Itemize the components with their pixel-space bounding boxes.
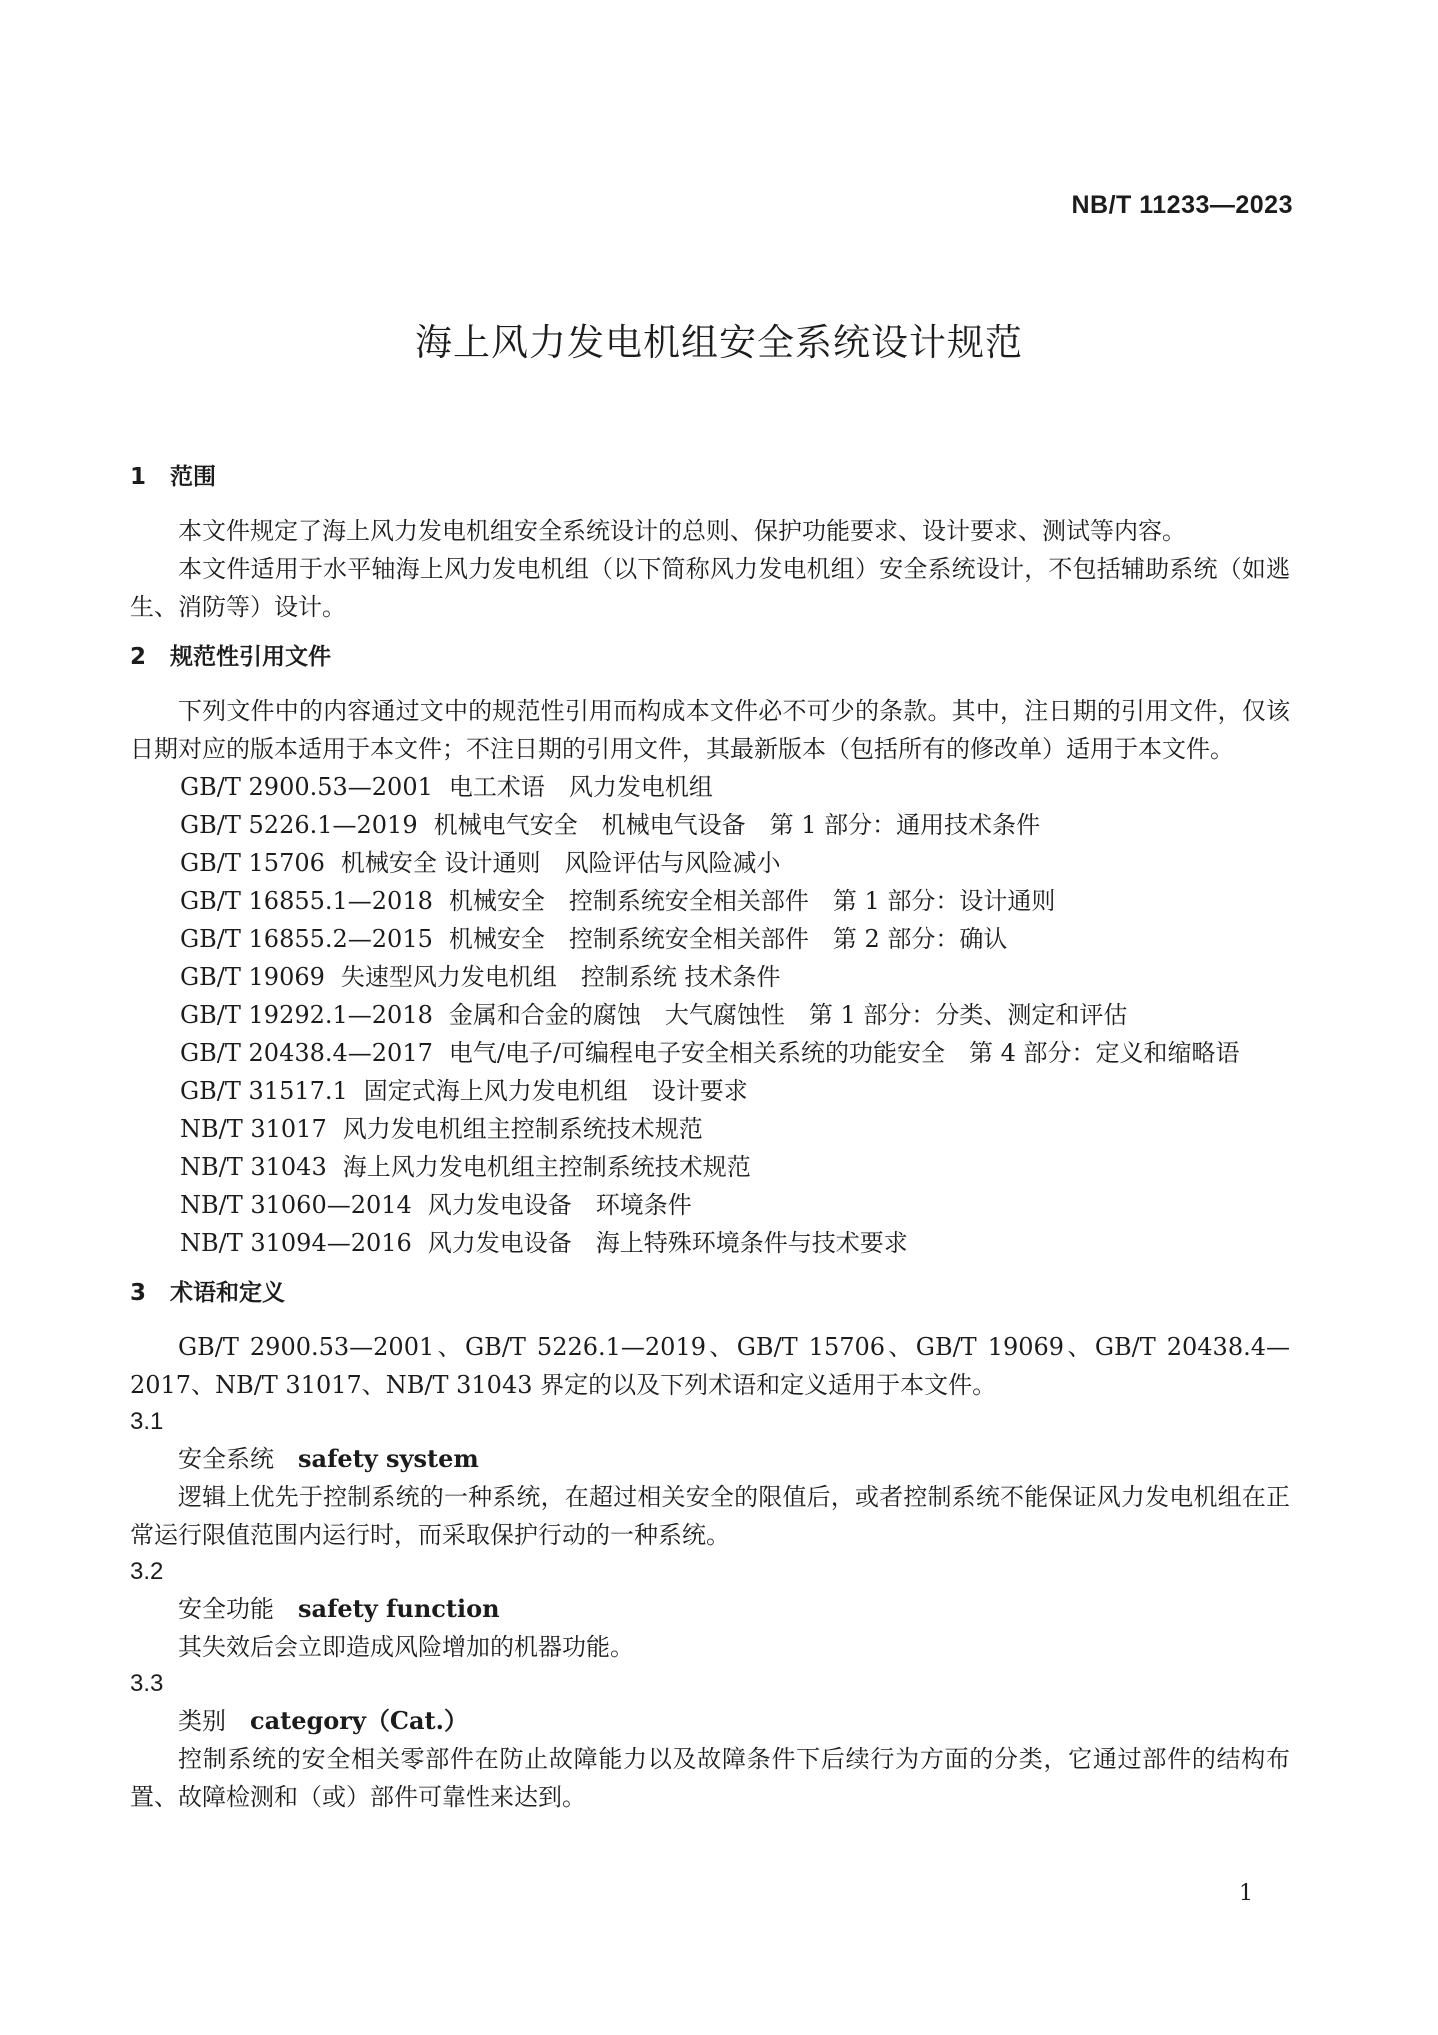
section-title: 规范性引用文件 (170, 644, 331, 670)
reference-title: 电工术语 风力发电机组 (448, 773, 713, 801)
term-definition: 控制系统的安全相关零部件在防止故障能力以及故障条件下后续行为方面的分类，它通过部件的结构布置、故障检测和（或）部件可靠性来达到。 (130, 1745, 1290, 1811)
reference-code: GB/T 19069 (180, 963, 325, 991)
reference-code: NB/T 31017 (180, 1115, 327, 1143)
reference-item (180, 1148, 1290, 1186)
reference-code: NB/T 31043 (180, 1153, 327, 1181)
term-name-en: category（Cat.） (250, 1706, 468, 1735)
reference-code: NB/T 31094—2016 (180, 1229, 412, 1257)
section-number: 3 (130, 1280, 147, 1306)
reference-title: 风力发电设备 海上特殊环境条件与技术要求 (427, 1229, 908, 1257)
term-name (130, 1440, 1290, 1478)
reference-code: GB/T 16855.2—2015 (180, 925, 433, 953)
reference-code: GB/T 31517.1 (180, 1077, 348, 1105)
term-definition: 其失效后会立即造成风险增加的机器功能。 (178, 1633, 634, 1661)
reference-title: 风力发电设备 环境条件 (427, 1191, 692, 1219)
reference-code: GB/T 2900.53—2001 (180, 773, 433, 801)
reference-title: 海上风力发电机组主控制系统技术规范 (342, 1153, 751, 1181)
term-number: 3.2 (130, 1558, 164, 1585)
paragraph: 下列文件中的内容通过文中的规范性引用而构成本文件必不可少的条款。其中，注日期的引用文件，仅该日期对应的版本适用于本文件；不注日期的引用文件，其最新版本（包括所有的修改单）适用于本文件。 (130, 697, 1290, 763)
reference-item (180, 958, 1290, 996)
term-name (130, 1702, 1290, 1740)
paragraph: 本文件规定了海上风力发电机组安全系统设计的总则、保护功能要求、设计要求、测试等内容。 (178, 517, 1186, 545)
page-number: 1 (1239, 1881, 1253, 1906)
reference-code: GB/T 19292.1—2018 (180, 1001, 433, 1029)
term-name (130, 1590, 1290, 1628)
reference-title: 机械电气安全 机械电气设备 第 1 部分：通用技术条件 (433, 811, 1041, 839)
reference-item (180, 882, 1290, 920)
reference-item (180, 920, 1290, 958)
reference-title: 机械安全 设计通则 风险评估与风险减小 (340, 849, 781, 877)
reference-item (180, 844, 1290, 882)
section-title: 术语和定义 (170, 1280, 285, 1306)
reference-item (180, 1110, 1290, 1148)
reference-code: GB/T 5226.1—2019 (180, 811, 418, 839)
term-name-en: safety function (298, 1594, 500, 1623)
reference-title: 风力发电机组主控制系统技术规范 (342, 1115, 703, 1143)
reference-item (180, 1034, 1290, 1072)
section-2-heading (130, 638, 1290, 676)
reference-title: 机械安全 控制系统安全相关部件 第 1 部分：设计通则 (448, 887, 1056, 915)
paragraph: 本文件适用于水平轴海上风力发电机组（以下简称风力发电机组）安全系统设计，不包括辅助系统（如逃生、消防等）设计。 (130, 555, 1290, 621)
reference-title: 失速型风力发电机组 控制系统 技术条件 (340, 963, 781, 991)
reference-item (180, 1072, 1290, 1110)
reference-title: 机械安全 控制系统安全相关部件 第 2 部分：确认 (448, 925, 1008, 953)
reference-item (180, 768, 1290, 806)
section-number: 2 (130, 644, 147, 670)
reference-title: 固定式海上风力发电机组 设计要求 (363, 1077, 748, 1105)
term-number: 3.3 (130, 1670, 164, 1697)
standard-number: NB/T 11233—2023 (1071, 191, 1293, 219)
reference-code: NB/T 31060—2014 (180, 1191, 412, 1219)
reference-list (130, 768, 1290, 1262)
document-body (130, 458, 1290, 1816)
reference-item (180, 806, 1290, 844)
section-3-heading (130, 1274, 1290, 1312)
section-number: 1 (130, 464, 147, 490)
section-1-heading (130, 458, 1290, 496)
reference-code: GB/T 20438.4—2017 (180, 1039, 433, 1067)
document-title: 海上风力发电机组安全系统设计规范 (415, 321, 1023, 364)
paragraph: GB/T 2900.53—2001、GB/T 5226.1—2019、GB/T 15706、GB/T 19069、GB/T 20438.4—2017、NB/T 31017、NB/T 31043 界定的以及下列术语和定义适用于本文件。 (130, 1333, 1290, 1399)
reference-code: GB/T 16855.1—2018 (180, 887, 433, 915)
reference-code: GB/T 15706 (180, 849, 325, 877)
term-name-zh: 安全系统 (178, 1445, 274, 1473)
reference-item (180, 1224, 1290, 1262)
reference-title: 金属和合金的腐蚀 大气腐蚀性 第 1 部分：分类、测定和评估 (448, 1001, 1128, 1029)
term-number: 3.1 (130, 1408, 164, 1435)
section-title: 范围 (170, 464, 216, 490)
term-name-en: safety system (298, 1444, 479, 1473)
reference-title: 电气/电子/可编程电子安全相关系统的功能安全 第 4 部分：定义和缩略语 (448, 1039, 1240, 1067)
term-definition: 逻辑上优先于控制系统的一种系统，在超过相关安全的限值后，或者控制系统不能保证风力发电机组在正常运行限值范围内运行时，而采取保护行动的一种系统。 (130, 1483, 1290, 1549)
term-name-zh: 类别 (178, 1707, 226, 1735)
reference-item (180, 1186, 1290, 1224)
term-name-zh: 安全功能 (178, 1595, 274, 1623)
reference-item (180, 996, 1290, 1034)
